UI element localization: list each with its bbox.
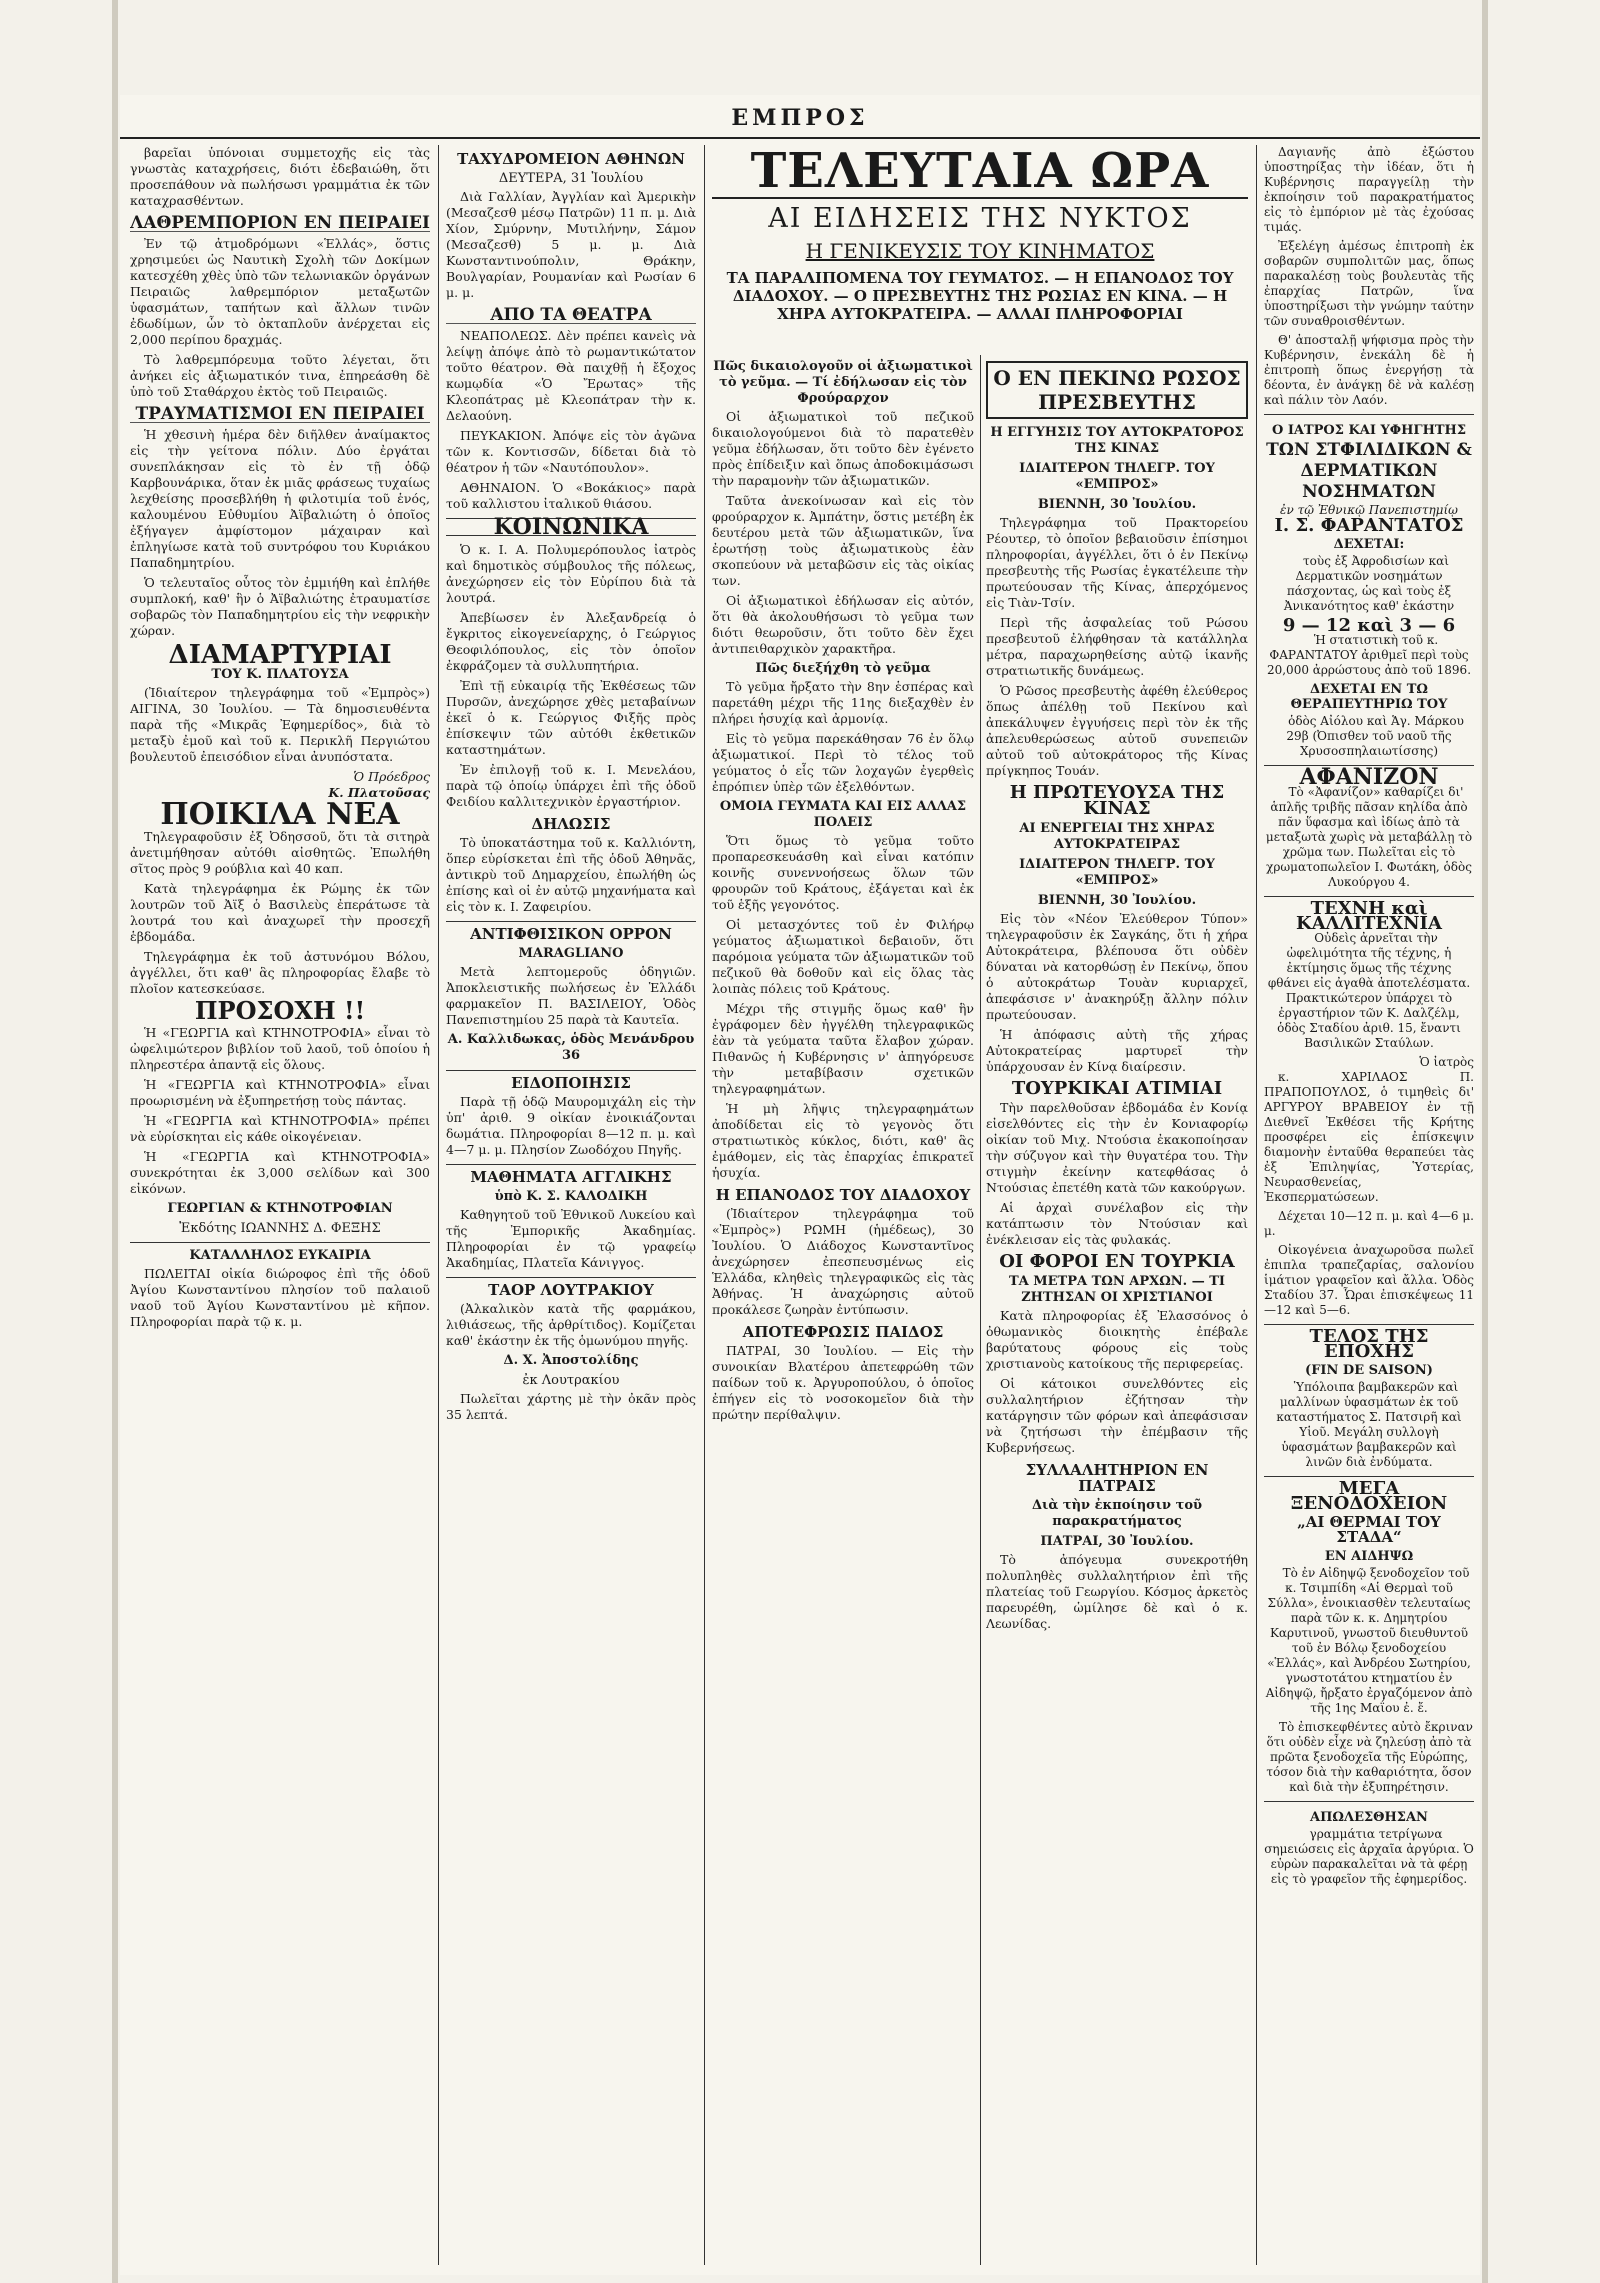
oikogeneia-text: Οἰκογένεια ἀναχωροῦσα πωλεῖ ἐπιπλα τραπεζαρίας, σαλονίου ἱμάτιον γραφεῖον καὶ ἄλλα. Ὁδὸς Σταδίου 37. Ὧραι ἐπισκέψεως 11—12 καὶ 5—6. xyxy=(1264,1243,1474,1317)
column-right xyxy=(1264,145,1474,2265)
ad-farantatos-text: τοὺς ἐξ Ἀφροδισίων καὶ Δερματικῶν νοσημάτων πάσχοντας, ὡς καὶ τοὺς ἐξ Ἀνικανότητος καθ' ἑκάστην xyxy=(1283,554,1455,613)
theatra-text: ΝΕΑΠΟΛΕΩΣ. Δὲν πρέπει κανεὶς νὰ λείψῃ ἀπόψε ἀπὸ τὸ ρωμαντικώτατον τοῦτο θέατρον. Θὰ παιχθῇ ἡ ἔξοχος κωμῳδία «Ὁ Ἔρωτας» τῆς Κλεοπάτρας μὲ Κλεοπάτραν τὴν κ. Δελαούνη. xyxy=(446,328,696,423)
ad-techni xyxy=(1264,896,1474,1051)
mathimata-text: Καθηγητοῦ τοῦ Ἐθνικοῦ Λυκείου καὶ τῆς Ἐμπορικῆς Ἀκαδημίας. Πληροφορίαι ἐν τῷ γραφείῳ Ἀκαδημίας, Πλατεῖα Κάνιγγος. xyxy=(446,1207,696,1270)
article-apotefrosis-text: ΠΑΤΡΑΙ, 30 Ἰουλίου. — Εἰς τὴν συνοικίαν Βλατέρου ἀπετεφρώθη τῶν παίδων τοῦ κ. Ἀργυροπούλου, ὁ ὁποῖος ἐπήγεν εἰς τὸ νοσοκομεῖον διὰ τὴν πρώτην περίθαλψιν. xyxy=(712,1343,974,1422)
syllalitirion-sub: Διὰ τὴν ἐκποίησιν τοῦ παρακρατήματος xyxy=(1031,1498,1203,1529)
article-omoia-heading: ΟΜΟΙΑ ΓΕΥΜΑΤΑ ΚΑΙ ΕΙΣ ΑΛΛΑΣ ΠΟΛΕΙΣ xyxy=(719,799,967,830)
column-1 xyxy=(130,145,430,2265)
ad-farantatos xyxy=(1264,414,1474,759)
heading-prosoxi: ΠΡΟΣΟΧΗ !! xyxy=(194,996,366,1025)
ad-afanizon xyxy=(1264,765,1474,890)
heading-apotefrosis: ΑΠΟΤΕΦΡΩΣΙΣ ΠΑΙΔΟΣ xyxy=(742,1323,944,1341)
pekino-sub: Η ΕΓΓΥΗΣΙΣ ΤΟΥ ΑΥΤΟΚΡΑΤΟΡΟΣ ΤΗΣ ΚΙΝΑΣ xyxy=(990,425,1244,456)
ad-afanizon-text: Τὸ «Ἀφανίζον» καθαρίζει δι' ἁπλῆς τριβῆς πᾶσαν κηλίδα ἀπὸ πᾶν ὕφασμα καὶ ἰδίως ἀπὸ τὰ μεταξωτὰ χωρὶς νὰ μεταβάλλῃ τὸ χρῶμα των. Πωλεῖται εἰς τὸ χρωματοπωλεῖον Ι. Φωτάκη, ὁδὸς Λυκούργου 4. xyxy=(1265,785,1473,889)
heading-dilosis: ΔΗΛΩΣΙΣ xyxy=(531,815,611,833)
ad-techni-title: ΤΕΧΝΗ καὶ ΚΑΛΛΙΤΕΧΝΙΑ xyxy=(1296,898,1442,934)
heading-traumatismoi: ΤΡΑΥΜΑΤΙΣΜΟΙ ΕΝ ΠΕΙΡΑΙΕΙ xyxy=(130,406,430,423)
ad-apoleseis-title: ΑΠΩΛΕΣΘΗΣΑΝ xyxy=(1310,1810,1428,1825)
divider-1 xyxy=(438,145,439,2265)
heading-loutraki: ΤΑΟΡ ΛΟΥΤΡΑΚΙΟΥ xyxy=(446,1277,696,1298)
antifthisikon-sub: MARAGLIANO xyxy=(518,946,624,961)
col1-lathr-text-2: Τὸ λαθρεμπόρευμα τοῦτο λέγεται, ὅτι ἀνήκει εἰς ἀξιωματικόν τινα, ἐπηρεάσθη δὲ ὑπὸ τοῦ Σταθάρχου ἐκτὸς τοῦ Πειραιῶς. xyxy=(130,352,430,399)
ad-telos-text: Ὑπόλοιπα βαμβακερῶν καὶ μαλλίνων ὑφασμάτων ἐκ τοῦ καταστήματος Σ. Πατσιρῆ καὶ Υἱοῦ. Μεγάλη συλλογὴ ὑφασμάτων βαμβακερῶν καὶ λινῶν διὰ ἐνδύματα. xyxy=(1276,1380,1462,1469)
col1-trauma-text: Ἡ χθεσινὴ ἡμέρα δὲν διῆλθεν ἀναίμακτος εἰς τὴν γείτονα πόλιν. Δύο ἐργάται συνεπλάκησαν εἰς τὸ ἐν τῇ ὁδῷ Καρβουνάρικα, ὅταν ἐκ μιᾶς φράσεως τυχαίως λεχθείσης προσεβλήθη ἡ φιλοτιμία τοῦ ἑνός, καλουμένου Εὐθυμίου Ἀϊβαλιώτη ὁ ὁποῖος ἐξήγαγεν ἀμφίστομον μάχαιραν καὶ ἐπληγίωσε κατὰ τοῦ συντρόφου του Κυριάκου Παπαδημητρίου. xyxy=(130,427,430,570)
foroi-sub: ΤΑ ΜΕΤΡΑ ΤΩΝ ΑΡΧΩΝ. — ΤΙ ΖΗΤΗΣΑΝ ΟΙ ΧΡΙΣΤΙΑΝΟΙ xyxy=(1008,1274,1226,1305)
heading-tachydromeion: ΤΑΧΥΔΡΟΜΕΙΟΝ ΑΘΗΝΩΝ xyxy=(457,150,685,168)
proteuousa-telegram: ΙΔΙΑΙΤΕΡΟΝ ΤΗΛΕΓΡ. ΤΟΥ «ΕΜΠΡΟΣ» xyxy=(1019,857,1215,888)
heading-diamartyriai-sub: ΤΟΥ Κ. ΠΛΑΤΟΥΣΑ xyxy=(211,667,349,682)
article-geuma-1: Οἱ ἀξιωματικοὶ τοῦ πεζικοῦ δικαιολογούμενοι διὰ τὸ παρατεθὲν γεῦμα ἐδήλωσαν, ὅτι τοῦτο δὲν ἐγένετο πρὸς ἐπίδειξιν καὶ ὅπως ἀποδοκιμάσωσι τὴν παραμονὴν τῶν ἀξιωματικῶν. xyxy=(712,409,974,488)
col1-prosoxi-2: Ἡ «ΓΕΩΡΓΙΑ καὶ ΚΤΗΝΟΤΡΟΦΙΑ» εἶναι προωρισμένη νὰ ἐξυπηρετήσῃ τοὺς πάντας. xyxy=(130,1077,430,1108)
heading-epanodos: Η ΕΠΑΝΟΔΟΣ ΤΟΥ ΔΙΑΔΟΧΟΥ xyxy=(715,1186,971,1204)
signature-label: Ὁ Πρόεδρος xyxy=(353,769,430,784)
ad-techni-text: Οὐδεὶς ἀρνεῖται τὴν ὠφελιμότητα τῆς τέχνης, ἡ ἐκτίμησις ὅμως τῆς τέχνης φθάνει εἰς ἀγαθὰ ἀποτελέσματα. Πρακτικώτερον ὑπάρχει τὸ ἐργαστήριον τῶν Κ. Δαλζέλμ, ὁδὸς Σταδίου ἀριθ. 15, ἔναντι Βασιλικῶν Σταύλων. xyxy=(1267,931,1471,1050)
prosoxi-publisher: Ἐκδότης ΙΩΑΝΝΗΣ Δ. ΦΕΞΗΣ xyxy=(179,1221,381,1236)
antifthisikon-text: Μετὰ λεπτομεροῦς ὁδηγιῶν. Ἀποκλειστικῆς πωλήσεως ἐν Ἑλλάδι φαρμακεῖον Π. ΒΑΣΙΛΕΙΟΥ, Ὁδὸς Πανεπιστημίου 25 παρὰ τὰ Καυτεῖα. xyxy=(446,964,696,1027)
ad-farantatos-stats: Ἡ στατιστικὴ τοῦ κ. ΦΑΡΑΝΤΑΤΟΥ ἀριθμεῖ περὶ τοὺς 20,000 ἀρρώστους ἀπὸ τοῦ 1896. xyxy=(1266,633,1472,677)
col1-poikila-1: Τηλεγραφοῦσιν ἐξ Ὀδησσοῦ, ὅτι τὰ σιτηρὰ ἀνετιμήθησαν αὐτόθι αἰσθητῶς. Ἐπωλήθη σῖτος πρὸς 9 ρούβλια καὶ 40 καπ. xyxy=(130,829,430,876)
heading-koinonika: ΚΟΙΝΩΝΙΚΑ xyxy=(446,518,696,536)
ad-farantatos-specialty: ΤΩΝ ΣΤΦΙΛΙΔΙΚΩΝ & ΔΕΡΜΑΤΙΚΩΝ ΝΟΣΗΜΑΤΩΝ xyxy=(1266,440,1472,502)
article-geuma-4: Τὸ γεῦμα ἤρξατο τὴν 8ην ἑσπέρας καὶ παρετάθη μέχρι τῆς 11ης διεξαχθὲν ἐν πλήρει ἡσυχίᾳ καὶ ἀρμονίᾳ. xyxy=(712,679,974,726)
heading-syllalitirion: ΣΥΛΛΑΛΗΤΗΡΙΟΝ ΕΝ ΠΑΤΡΑΙΣ xyxy=(1025,1461,1209,1495)
article-geuma-3: Οἱ ἀξιωματικοὶ ἐδήλωσαν εἰς αὐτόν, ὅτι θὰ ἀκολουθήσωσι τὸ γεῦμα των διότι θεωροῦσιν, ὅτι τοῦτο δὲν ἔχει ἀντιπειθαρχικὸν χαρακτῆρα. xyxy=(712,593,974,656)
ad-farantatos-name: Ι. Σ. ΦΑΡΑΝΤΑΤΟΣ xyxy=(1274,515,1464,536)
center-right-column xyxy=(986,355,1248,2265)
heading-pekino: Ο ΕΝ ΠΕΚΙΝΩ ΡΩΣΟΣ ΠΡΕΣΒΕΥΤΗΣ xyxy=(993,366,1241,414)
col1-prosoxi-4: Ἡ «ΓΕΩΡΓΙΑ καὶ ΚΤΗΝΟΤΡΟΦΙΑ» συνεκρότηται ἐκ 3,000 σελίδων καὶ 300 εἰκόνων. xyxy=(130,1149,430,1196)
article-geuma-2: Ταῦτα ἀνεκοίνωσαν καὶ εἰς τὸν φρούραρχον κ. Ἀμπάτην, ὅστις μετέβη ἐκ δευτέρου μετὰ τῶν ἀξιωματικῶν, ἵνα ἐρωτήσῃ τοὺς ἀξιωματικοὺς ἐὰν σκοπεύουν νὰ μεταβῶσιν εἰς τὰς οἰκίας των. xyxy=(712,493,974,588)
dilosis-text: Τὸ ὑποκατάστημα τοῦ κ. Καλλιόντη, ὅπερ εὑρίσκεται ἐπὶ τῆς ὁδοῦ Ἀθηνᾶς, ἀντικρὺ τοῦ Δημαρχείου, ἐπωλήθη ὡς ἐπίσης καὶ οἱ ἐν αὐτῷ μηχανήματα καὶ εἰς τὸν κ. Ι. Ζαφειρίου. xyxy=(446,835,696,914)
right-intro-1: Δαγιανῆς ἀπὸ ἐξώστου ὑποστηρίξας τὴν ἰδέαν, ὅτι ἡ Κυβέρνησις παραγγείλῃ τὴν ἐκποίησιν τοῦ παρακρατήματος εἰς τὸ ἐμπόριον μὲ τὰς ἐχούσας τιμάς. xyxy=(1264,145,1474,234)
column-2 xyxy=(446,145,696,2265)
proteuousa-text-2: Ἡ ἀπόφασις αὐτὴ τῆς χήρας Αὐτοκρατείρας μαρτυρεῖ τὴν ὑπάρχουσαν ἐν Κίνᾳ διαίρεσιν. xyxy=(986,1027,1248,1074)
iatros-text: κ. ΧΑΡΙΛΑΟΣ Π. ΠΡΑΠΟΠΟΥΛΟΣ, ὁ τιμηθεὶς δι' ΑΡΓΥΡΟΥ ΒΡΑΒΕΙΟΥ ἐν τῇ Διεθνεῖ Ἐκθέσει τῆς Κρήτης προσφέρει εἰς ἐπίσκεψιν διαμονὴν ἐνταῦθα θεραπεύει τὰς ἐξ Ἐπιληψίας, Ὑστερίας, Νευρασθενείας, Ἐκσπερματώσεων. xyxy=(1264,1070,1474,1204)
headline-genikeusis: Η ΓΕΝΙΚΕΥΣΙΣ ΤΟΥ ΚΙΝΗΜΑΤΟΣ xyxy=(805,239,1155,263)
ad-farantatos-hours: 9 — 12 καὶ 3 — 6 xyxy=(1282,615,1456,636)
theatra-text-3: ΑΘΗΝΑΙΟΝ. Ὁ «Βοκάκιος» παρὰ τοῦ καλλιστου ἰταλικοῦ θιάσου. xyxy=(446,480,696,511)
heading-eukairia: ΚΑΤΑΛΛΗΛΟΣ ΕΥΚΑΙΡΙΑ xyxy=(189,1248,371,1263)
tourkikai-text-1: Τὴν παρελθοῦσαν ἑβδομάδα ἐν Κονίᾳ εἰσελθόντες εἰς τὴν ἐν Κονιαφορίῳ οἰκίαν τοῦ Μιχ. Ντούσια ἐκακοποίησαν τὴν σύζυγον καὶ τὴν θυγατέρα του. Τὴν στιγμὴν ἐκείνην κατεφθάσας ὁ Ντούσιας ἐπετέθη κατὰ τῶν κακούργων. xyxy=(986,1100,1248,1195)
center-inner-divider xyxy=(980,355,981,2265)
paper-sale-text: Πωλεῖται χάρτης μὲ τὴν ὀκᾶν πρὸς 35 λεπτά. xyxy=(446,1391,696,1422)
article-geuma-7: Οἱ μετασχόντες τοῦ ἐν Φιλήρῳ γεύματος ἀξιωματικοὶ δεβαιοῦν, ὅτι παρόμοια γεύματα τῶν ἀξιωματικῶν τοῦ πεζικοῦ θὰ δοθοῦν καὶ εἰς ὅλας τὰς λοιπὰς πόλεις τοῦ Κράτους. xyxy=(712,917,974,996)
ad-afanizon-title: ΑΦΑΝΙΖΟΝ xyxy=(1299,764,1439,790)
center-block xyxy=(712,145,1248,2265)
ad-farantatos-university: ἐν τῷ Ἐθνικῷ Πανεπιστημίῳ xyxy=(1280,503,1458,517)
divider-3 xyxy=(1256,145,1257,2265)
article-geuma-9: Ἡ μὴ λῆψις τηλεγραφημάτων ἀποδίδεται εἰς τὸ γεγονὸς ὅτι στρατιωτικὸς κύκλος, διότι, καθ' ἃς ἐμάθομεν, εἰς τὰς ἐπαρχίας ἐπικρατεῖ ἡσυχία. xyxy=(712,1101,974,1180)
ad-telos-title: ΤΕΛΟΣ ΤΗΣ ΕΠΟΧΗΣ xyxy=(1309,1326,1429,1362)
divider-2 xyxy=(704,145,705,2265)
headline-deck: ΤΑ ΠΑΡΑΛΙΠΟΜΕΝΑ ΤΟΥ ΓΕΥΜΑΤΟΣ. — Η ΕΠΑΝΟΔΟΣ ΤΟΥ ΔΙΑΔΟΧΟΥ. — Ο ΠΡΕΣΒΕΥΤΗΣ ΤΗΣ ΡΩΣΙΑΣ ΕΝ ΚΙΝΑ. — Η ΧΗΡΑ ΑΥΤΟΚΡΑΤΕΙΡΑ. — ΑΛΛΑΙ ΠΛΗΡΟΦΟΡΙΑΙ xyxy=(726,269,1234,323)
prosoxi-publication: ΓΕΩΡΓΙΑΝ & ΚΤΗΝΟΤΡΟΦΙΑΝ xyxy=(167,1201,393,1216)
loutraki-text: (Ἀλκαλικὸν κατὰ τῆς φαρμάκου, λιθιάσεως, τῆς ἀρθρίτιδος). Κομίζεται καθ' ἑκάστην ἐκ τῆς ὁμωνύμου πηγῆς. xyxy=(446,1301,696,1348)
center-left-column xyxy=(712,355,974,2265)
article-geuma-6: Ὅτι ὅμως τὸ γεῦμα τοῦτο προπαρεσκευάσθη καὶ εἶναι κατόπιν κοινῆς συνεννοήσεως ὅλων τῶν φρουρῶν τοῦ Κράτους, ἐξάγεται καὶ ἐκ τοῦ ἑξῆς γεγονότος. xyxy=(712,833,974,912)
pekino-dateline: ΒΙΕΝΝΗ, 30 Ἰουλίου. xyxy=(1037,497,1197,512)
ad-xenodocheion xyxy=(1264,1476,1474,1795)
eidopoiisis-text: Παρὰ τῇ ὁδῷ Μαυρομιχάλη εἰς τὴν ὑπ' ἀριθ. 9 οἰκίαν ἐνοικιάζονται δωμάτια. Πληροφορίαι 8—12 π. μ. καὶ 4—7 μ. μ. Πλησίον Ζωοδόχου Πηγῆς. xyxy=(446,1094,696,1157)
ad-telos-epochis xyxy=(1264,1324,1474,1470)
foroi-text-1: Κατὰ πληροφορίας ἐξ Ἐλασσόνος ὁ ὀθωμανικὸς διοικητὴς ἐπέβαλε βαρύτατους φόρους εἰς τοὺς χριστιανοὺς κατοίκους τῆς περιφερείας. xyxy=(986,1308,1248,1371)
syllalitirion-dateline: ΠΑΤΡΑΙ, 30 Ἰουλίου. xyxy=(1040,1534,1194,1549)
iatros-label: Ὁ ἰατρὸς xyxy=(1419,1055,1474,1069)
col1-eukairia-text: ΠΩΛΕΙΤΑΙ οἰκία διώροφος ἐπὶ τῆς ὁδοῦ Ἀγίου Κωνσταντίνου πλησίον τοῦ παλαιοῦ ναοῦ τοῦ Ἁγίου Κωνσταντίνου μὲ κῆπον. Πληροφορίαι παρὰ τῷ κ. μ. xyxy=(130,1266,430,1329)
pekino-text-1: Τηλεγράφημα τοῦ Πρακτορείου Ρέουτερ, τὸ ὁποῖον βεβαιοῦσιν ἐπίσημοι πληροφορίαι, ἀγγέλλει, ὅτι ὁ ἐν Πεκίνῳ πρεσβευτὴς τῆς Ρωσίας ἐγκατέλειπε τὴν πρωτεύουσαν τῆς Κίνας, ἀπερχόμενος εἰς Τιὰν-Τσίν. xyxy=(986,515,1248,610)
col1-prosoxi-3: Ἡ «ΓΕΩΡΓΙΑ καὶ ΚΤΗΝΟΤΡΟΦΙΑ» πρέπει νὰ εὑρίσκηται εἰς κάθε οἰκογένειαν. xyxy=(130,1113,430,1144)
ad-apoleseis-text: γραμμάτια τετρίγωνα σημειώσεις εἰς ἀρχαῖα ἀργύρια. Ὁ εὑρὼν παρακαλεῖται νὰ τὰ φέρῃ εἰς τὸ γραφεῖον τῆς ἐφημερίδος. xyxy=(1264,1827,1474,1886)
masthead: ΕΜΠΡΟΣ xyxy=(731,105,869,131)
proteuousa-text-1: Εἰς τὸν «Νέον Ἐλεύθερον Τύπον» τηλεγραφοῦσιν ἐκ Σαγκάης, ὅτι ἡ χήρα Αὐτοκράτειρα, βλέπουσα ὅτι οὐδὲν δύναται νὰ κατορθώσῃ ἐν Πεκίνῳ, ὅπου ὁ αὐτοκράτωρ Τουὰν κυριαρχεῖ, ἀπεφάσισε ν' ἀνακηρύξῃ ἄλλην πόλιν πρωτεύουσαν. xyxy=(986,911,1248,1022)
article-epanodos-text: (Ἰδιαίτερον τηλεγράφημα τοῦ «Ἐμπρὸς») ΡΩΜΗ (ἡμέδεως), 30 Ἰουλίου. Ὁ Διάδοχος Κωνσταντῖνος ἀνεχώρησεν ἐπεσπευσμένως εἰς Ἑλλάδα, κληθεὶς τηλεγραφικῶς εἰς τὰς Ἀθήνας. Ἡ ἀναχώρησις αὐτοῦ προκάλεσε ζωηρὰν ἐντύπωσιν. xyxy=(712,1206,974,1317)
koinonika-2: Ἀπεβίωσεν ἐν Ἀλεξανδρείᾳ ὁ ἔγκριτος εἰκογενείαρχης, ὁ Γεώργιος Θεοφιλόπουλος, εἰς τὸν ὁποῖον ἐκφράζομεν τὰ συλλυπητήρια. xyxy=(446,610,696,673)
right-intro-2: Ἐξελέγη ἀμέσως ἐπιτροπὴ ἐκ σοβαρῶν συμπολιτῶν μας, ὅπως παρακαλέσῃ τοὺς βουλευτὰς τῆς ἐπαρχίας Πατρῶν, ἵνα ὑποστηρίξωσι τὴν γνώμην ταύτην τῶν συναθροισθέντων. xyxy=(1264,239,1474,328)
right-intro-3: Θ' ἀποσταλῇ ψήφισμα πρὸς τὴν Κυβέρνησιν, ἐνεκάλη δὲ ἡ ἐπιτροπὴ ὅπως ἐνεργήσῃ τὰ δέοντα, ἐν ἀνάγκῃ δὲ νὰ καλέσῃ καὶ πάλιν τὸν Λαόν. xyxy=(1264,333,1474,407)
scan-edge-left xyxy=(112,0,118,2283)
pekino-text-3: Ὁ Ρῶσος πρεσβευτὴς ἀφέθη ἐλεύθερος ὅπως ἀπέλθῃ τοῦ Πεκίνου καὶ ἀπεκάλυψεν ἐγγυήσεις περὶ τὸν ἐκ τῆς ἀπελευθερώσεως αὐτοῦ συνεπειῶν αὐτοῦ τοῦ αὐτοκράτορος τῆς Κίνας πρίγκηπος Τουάν. xyxy=(986,683,1248,778)
pekino-telegram: ΙΔΙΑΙΤΕΡΟΝ ΤΗΛΕΓΡ. ΤΟΥ «ΕΜΠΡΟΣ» xyxy=(1019,461,1215,492)
koinonika-1: Ὁ κ. Ι. Α. Πολυμερόπουλος ἰατρὸς καὶ δημοτικὸς σύμβουλος τῆς πόλεως, ἀνεχώρησεν εἰς τὸν Εὐρίπου διὰ τὰ λουτρά. xyxy=(446,542,696,605)
post-text: Διὰ Γαλλίαν, Ἀγγλίαν καὶ Ἀμερικὴν (Μεσαζεσθ μέσῳ Πατρῶν) 11 π. μ. Διὰ Χίον, Σμύρνην, Μυτιλήνην, Σάμον (Μεσαζεσθ) 5 μ. μ. Διὰ Κωνσταντινούπολιν, Θράκην, Βουλγαρίαν, Ρουμανίαν καὶ Ρωσίαν 6 μ. μ. xyxy=(446,189,696,300)
mathimata-teacher: ὑπὸ Κ. Σ. ΚΑΛΟΔΙΚΗ xyxy=(494,1189,648,1204)
proteuousa-sub: ΑΙ ΕΝΕΡΓΕΙΑΙ ΤΗΣ ΧΗΡΑΣ ΑΥΤΟΚΡΑΤΕΙΡΑΣ xyxy=(1019,821,1215,852)
ad-xenodocheion-title: ΜΕΓΑ ΞΕΝΟΔΟΧΕΙΟΝ xyxy=(1290,1478,1448,1514)
heading-tourkikai: ΤΟΥΡΚΙΚΑΙ ΑΤΙΜΙΑΙ xyxy=(1011,1078,1223,1099)
col1-diam-text: (Ἰδιαίτερον τηλεγράφημα τοῦ «Ἐμπρὸς») ΑΙΓΙΝΑ, 30 Ἰουλίου. — Τὰ δημοσιευθέντα παρὰ τῆς «Μικρᾶς Ἐφημερίδος», διὰ τὸ μεταξὺ ἐμοῦ καὶ τοῦ κ. Περικλῆ Περγιώτου βουλευτοῦ ἐπεισόδιον εἶναι ἀνυπόστατα. xyxy=(130,685,430,764)
heading-antifthisikon: ΑΝΤΙΦΘΙΣΙΚΟΝ ΟΡΡΟΝ xyxy=(446,921,696,942)
col1-lathr-text: Ἐν τῷ ἀτμοδρόμωνι «Ἑλλάς», ὅστις χρησιμεύει ὡς Ναυτικὴ Σχολὴ τῶν Δοκίμων κατεσχέθη χθὲς ὑπὸ τῶν τελωνιακῶν ὀργάνων Πειραιῶς λαθρεμπόριον μεταξωτῶν ὑφασμάτων, ταπήτων καὶ ἄλλων τινῶν ἐδωδίμων, ὧν τὸ ὀκταπλοῦν ἀνέρχεται εἰς 2,000 περίπου δραχμάς. xyxy=(130,236,430,347)
iatros-hours: Δέχεται 10—12 π. μ. καὶ 4—6 μ. μ. xyxy=(1264,1209,1474,1238)
heading-theatra: ΑΠΟ ΤΑ ΘΕΑΤΡΑ xyxy=(446,307,696,324)
article-geuma-8: Μέχρι τῆς στιγμῆς ὅμως καθ' ἣν ἐγράφομεν δὲν ἠγγέλθη τηλεγραφικῶς ἐὰν τὰ γεύματα ταῦτα ἔλαβον χώραν. Πιθανῶς ἡ Κυβέρνησις ν' ἀπηγόρευσε τὴν μεταβίβασιν σχετικῶν τηλεγραφημάτων. xyxy=(712,1001,974,1096)
heading-diamartyriai: ΔΙΑΜΑΡΤΥΡΙΑΙ xyxy=(168,640,392,670)
theatra-text-2: ΠΕΥΚΑΚΙΟΝ. Ἀπόψε εἰς τὸν ἀγῶνα τῶν κ. Κοντισσῶν, δίδεται διὰ τὸ θέατρον ἡ τῶν «Ναυτόπουλον». xyxy=(446,428,696,475)
foroi-text-2: Οἱ κάτοικοι συνελθόντες εἰς συλλαλητήριον ἐζήτησαν τὴν κατάργησιν τῶν φόρων καὶ ἀπεφάσισαν νὰ ζητήσωσι τὴν ἐπέμβασιν τῆς Κυβερνήσεως. xyxy=(986,1376,1248,1455)
heading-lathremporion: ΛΑΘΡΕΜΠΟΡΙΟΝ ΕΝ ΠΕΙΡΑΙΕΙ xyxy=(130,213,430,233)
ad-farantatos-address: ὁδὸς Αἰόλου καὶ Ἁγ. Μάρκου 29β (Ὀπισθεν τοῦ ναοῦ τῆς Χρυσοσπηλαιωτίσσης) xyxy=(1286,714,1464,758)
pekino-text-2: Περὶ τῆς ἀσφαλείας τοῦ Ρώσου πρεσβευτοῦ ἐλήφθησαν τὰ κατάλληλα μέτρα, παραχωρηθείσης αὐτῷ ἱκανῆς στρατιωτικῆς δυνάμεως. xyxy=(986,615,1248,678)
masthead-rule xyxy=(120,137,1480,139)
koinonika-4: Ἐν ἐπιλογῇ τοῦ κ. Ι. Μενελάου, παρὰ τῷ ὁποίῳ ὑπάρχει ἐπὶ τῆς ὁδοῦ Φειδίου καλλιτεχνικὸν ἐργαστήριον. xyxy=(446,762,696,809)
ad-xenodocheion-text: Τὸ ἐν Αἰδηψῷ ξενοδοχεῖον τοῦ κ. Τσιμπίδη «Αἱ Θερμαὶ τοῦ Σύλλα», ἐνοικιασθὲν τελευταίως παρὰ τῶν κ. κ. Δημητρίου Καρυτινοῦ, γνωστοῦ διευθυντοῦ τοῦ ἐν Βόλῳ ξενοδοχείου «Ἑλλάς», καὶ Ἀνδρέου Σωτηρίου, γνωστοτάτου κτηματίου ἐν Αἰδηψῷ, ἤρξατο ἐργαζόμενον ἀπὸ τῆς 1ης Μαΐου ἐ. ἔ. xyxy=(1265,1566,1473,1715)
newspaper-page xyxy=(120,95,1480,2275)
ad-xenodocheion-name: „ΑΙ ΘΕΡΜΑΙ ΤΟΥ ΣΤΑΔΑ“ xyxy=(1297,1513,1441,1546)
heading-poikila-nea: ΠΟΙΚΙΛΑ ΝΕΑ xyxy=(160,797,400,832)
col1-poikila-2: Κατὰ τηλεγράφημα ἐκ Ρώμης ἐκ τῶν λουτρῶν τοῦ Ἀϊξ ὁ Βασιλεὺς ἐπεράτωσε τὰ λουτρά του καὶ ἀναχωρεῖ τὴν προσεχῆ ἑβδομάδα. xyxy=(130,881,430,944)
ad-farantatos-location: ΔΕΧΕΤΑΙ ΕΝ ΤΩ ΘΕΡΑΠΕΥΤΗΡΙΩ ΤΟΥ xyxy=(1290,682,1448,712)
article-geuma-5: Εἰς τὸ γεῦμα παρεκάθησαν 76 ἐν ὅλῳ ἀξιωματικοί. Περὶ τὸ τέλος τοῦ γεύματος ὁ εἷς τῶν λοχαγῶν ἐγερθεὶς ἐπρόπιεν ὑπὲρ τῶν ἐξελθόντων. xyxy=(712,731,974,794)
signature-name: Κ. Πλατοῦσας xyxy=(328,785,430,800)
headline-eidiseis: ΑΙ ΕΙΔΗΣΕΙΣ ΤΗΣ ΝΥΚΤΟΣ xyxy=(768,203,1192,234)
heading-mathimata: ΜΑΘΗΜΑΤΑ ΑΓΓΛΙΚΗΣ xyxy=(446,1164,696,1185)
ad-farantatos-top: Ο ΙΑΤΡΟΣ ΚΑΙ ΥΦΗΓΗΤΗΣ xyxy=(1271,423,1467,438)
col1-prosoxi-1: Ἡ «ΓΕΩΡΓΙΑ καὶ ΚΤΗΝΟΤΡΟΦΙΑ» εἶναι τὸ ὠφελιμώτερον βιβλίον τοῦ λαοῦ, τοῦ ὁποίου ἡ πληρεστέρα ἀπαντᾷ εἰς ὅλους. xyxy=(130,1025,430,1072)
ad-farantatos-dechetai: ΔΕΧΕΤΑΙ: xyxy=(1333,537,1405,552)
ad-xenodocheion-place: ΕΝ ΑΙΔΗΨΩ xyxy=(1324,1549,1414,1564)
antifthisikon-depot: Α. Καλλιδωκας, ὁδὸς Μενάνδρου 36 xyxy=(447,1032,695,1063)
ad-apoleseis xyxy=(1264,1801,1474,1887)
headline-teleutaia-ora: ΤΕΛΕΥΤΑΙΑ ΩΡΑ xyxy=(712,145,1248,199)
article-geuma-heading: Πῶς δικαιολογοῦν οἱ ἀξιωματικοὶ τὸ γεῦμα. — Τί ἐδήλωσαν εἰς τὸν Φρούραρχον xyxy=(713,359,973,406)
scan-edge-right xyxy=(1482,0,1488,2283)
syllalitirion-text: Τὸ ἀπόγευμα συνεκροτήθη πολυπληθὲς συλλαλητήριον ἐπὶ τῆς πλατείας τοῦ Γεωργίου. Κόσμος ἀρκετὸς παρευρέθη, ὡμίλησε δὲ καὶ ὁ κ. Λεωνίδας. xyxy=(986,1552,1248,1631)
post-day: ΔΕΥΤΕΡΑ, 31 Ἰουλίου xyxy=(498,171,644,186)
proteuousa-dateline: ΒΙΕΝΝΗ, 30 Ἰουλίου. xyxy=(1037,893,1197,908)
article-diexagogi-heading: Πῶς διεξήχθη τὸ γεῦμα xyxy=(755,661,931,676)
col1-poikila-3: Τηλεγράφημα ἐκ τοῦ ἀστυνόμου Βόλου, ἀγγέλλει, ὅτι καθ' ἃς πληροφορίας ἔλαβε τὸ πλοῖον κατεσκεύασε. xyxy=(130,949,430,996)
box-pekino xyxy=(986,361,1248,419)
heading-proteuousa: Η ΠΡΩΤΕΥΟΥΣΑ ΤΗΣ ΚΙΝΑΣ xyxy=(1009,782,1225,819)
col1-intro: βαρεῖαι ὑπόνοιαι συμμετοχῆς εἰς τὰς γνωστὰς καταχρήσεις, διότι ἐδεβαιώθη, ὅτι προσεπάθουν νὰ πωλήσωσι γραμμάτια ἐκ τῶν καταχρασθέντων. xyxy=(130,145,430,208)
ad-xenodocheion-text-2: Τὸ ἐπισκεφθέντες αὐτὸ ἔκριναν ὅτι οὐδὲν εἶχε νὰ ζηλεύσῃ ἀπὸ τὰ πρῶτα ξενοδοχεῖα τῆς Εὐρώπης, τόσον διὰ τὴν καθαριότητα, ὅσον καὶ διὰ τὴν ἐξυπηρέτησιν. xyxy=(1266,1720,1473,1794)
ad-telos-sub: (FIN DE SAISON) xyxy=(1305,1363,1433,1378)
heading-eidopoiisis: ΕΙΔΟΠΟΙΗΣΙΣ xyxy=(446,1070,696,1091)
col1-trauma-text-2: Ὁ τελευταῖος οὗτος τὸν ἐμμιήθη καὶ ἐπλήθε συμπλοκή, καθ' ἣν ὁ Ἀϊβαλιώτης ἐτραυματίσε σοβαρῶς τὸν Παπαδημητρίου εἰς τὴν νεφρικὴν χώραν. xyxy=(130,575,430,638)
loutraki-rep: Δ. Χ. Ἀποστολίδης xyxy=(503,1353,639,1368)
heading-foroi: ΟΙ ΦΟΡΟΙ ΕΝ ΤΟΥΡΚΙΑ xyxy=(999,1251,1235,1272)
loutraki-rep-2: ἐκ Λουτρακίου xyxy=(522,1373,620,1388)
tourkikai-text-2: Αἱ ἀρχαὶ συνέλαβον εἰς τὴν κατάπτωσιν τὸν Ντούσιαν καὶ ἐνέκλεισαν εἰς τὰς φυλακάς. xyxy=(986,1200,1248,1247)
koinonika-3: Ἐπὶ τῇ εὐκαιρίᾳ τῆς Ἐκθέσεως τῶν Πυρσῶν, ἀνεχώρησε χθὲς μεταβαίνων ἐκεῖ ὁ κ. Γεώργιος Φιξῆς πρὸς ἐπίσκεψιν τῶν αὐτόθι ἐκθετικῶν καταστημάτων. xyxy=(446,678,696,757)
col1-rule xyxy=(130,1242,430,1243)
